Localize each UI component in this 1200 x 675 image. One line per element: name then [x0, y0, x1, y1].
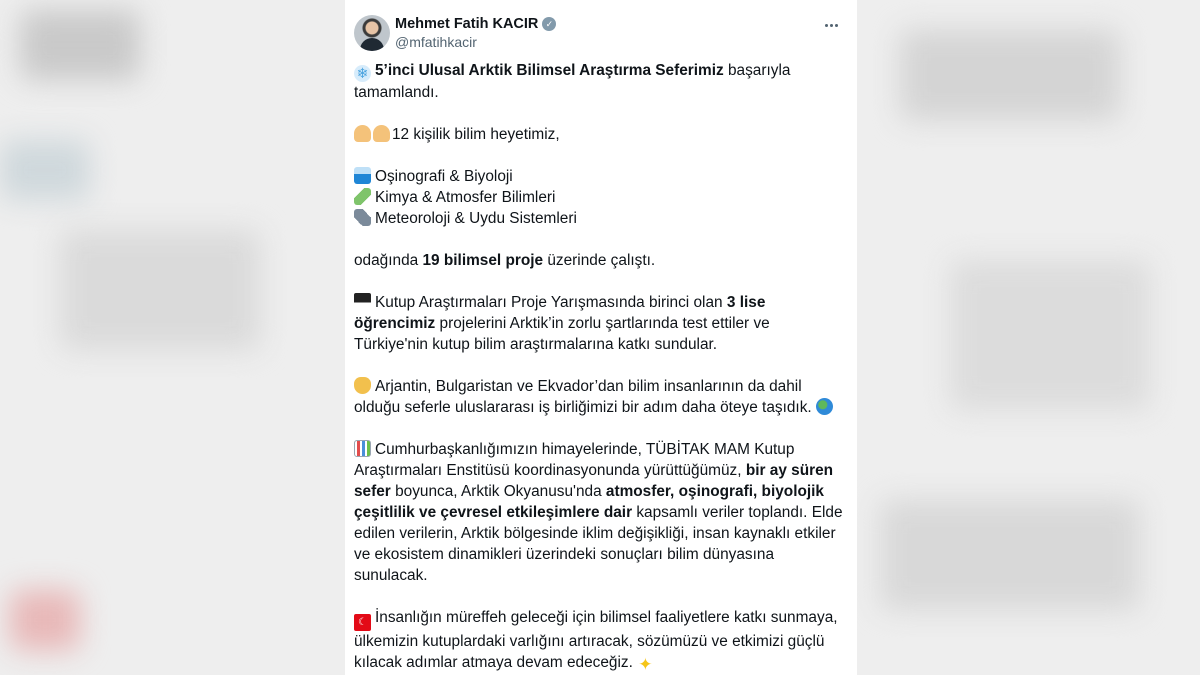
paragraph-1 — [354, 60, 845, 103]
paragraph-6 — [354, 376, 845, 418]
field-label: Kimya & Atmosfer Bilimleri — [375, 189, 556, 206]
graduation-cap-icon — [354, 293, 371, 310]
sparkles-icon: ✦ — [638, 655, 653, 674]
text-span: başarıyla tamamlandı. — [354, 62, 791, 101]
bold-text: atmosfer, oşinografi, biyolojik çeşitlilik ve çevresel etkileşimlere dair — [354, 483, 824, 521]
text-span: Cumhurbaşkanlığımızın himayelerinde, TÜBİTAK MAM Kutup Araştırmaları Enstitüsü koordinasyonunda yürüttüğümüz, — [354, 441, 795, 479]
background-blur — [950, 260, 1150, 410]
handshake-icon — [354, 377, 371, 394]
field-item — [354, 187, 845, 208]
text-span: odağında — [354, 252, 423, 269]
test-tube-icon — [354, 188, 371, 205]
paragraph-7 — [354, 439, 845, 586]
field-item — [354, 208, 845, 229]
avatar[interactable] — [354, 15, 390, 51]
globe-icon — [816, 398, 833, 415]
more-icon[interactable] — [819, 16, 843, 34]
field-item — [354, 166, 845, 187]
bar-chart-icon — [354, 440, 371, 457]
author-handle[interactable]: @mfatihkacir — [395, 34, 477, 50]
verified-icon: ✓ — [542, 17, 556, 31]
bold-text: 3 lise öğrencimiz — [354, 294, 766, 332]
bold-text: 19 bilimsel proje — [422, 252, 544, 269]
background-blur — [60, 230, 260, 350]
background-blur — [20, 10, 140, 80]
tweet-header — [354, 12, 845, 60]
tweet-text — [354, 60, 845, 673]
bold-text: 5’inci Ulusal Arktik Bilimsel Araştırma Seferimiz — [375, 62, 724, 79]
tweet-card — [345, 0, 857, 675]
scientist-icon — [373, 125, 390, 142]
wave-icon — [354, 167, 371, 184]
satellite-icon — [354, 209, 371, 226]
scientist-icon — [354, 125, 371, 142]
background-blur — [880, 500, 1140, 610]
author-name-row — [395, 15, 556, 33]
text-span: projelerini Arktik’in zorlu şartlarında test ettiler ve Türkiye'nin kutup bilim araştırmalarına katkı sundular. — [354, 315, 770, 353]
turkey-flag-icon: ☾ — [354, 614, 371, 631]
background-blur — [10, 590, 80, 650]
background-blur — [0, 140, 90, 200]
text-span: boyunca, Arktik Okyanusu'nda — [390, 483, 606, 500]
text-span: 12 kişilik bilim heyetimiz, — [392, 126, 560, 143]
field-label: Oşinografi & Biyoloji — [375, 168, 513, 185]
paragraph-5 — [354, 292, 845, 355]
text-span: üzerinde çalıştı. — [543, 252, 656, 269]
bold-text: bir ay süren sefer — [354, 462, 834, 500]
text-span: Kutup Araştırmaları Proje Yarışmasında birinci olan — [375, 294, 727, 311]
paragraph-8 — [354, 607, 845, 673]
field-label: Meteoroloji & Uydu Sistemleri — [375, 210, 577, 227]
text-span: Arjantin, Bulgaristan ve Ekvador’dan bilim insanlarının da dahil olduğu seferle uluslararası iş birliğimizi bir adım daha öteye taşıdık. — [354, 378, 812, 416]
paragraph-4 — [354, 250, 845, 271]
text-span: İnsanlığın müreffeh geleceği için bilimsel faaliyetlere katkı sunmaya, ülkemizin kutuplardaki varlığını artıracak, sözümüzü ve etkimizi güçlü kılacak adımlar atmaya devam edeceğiz. — [354, 609, 838, 671]
text-span: kapsamlı veriler toplandı. Elde edilen verilerin, Arktik bölgesinde iklim değişikliği, insan kaynaklı etkiler ve ekosistem dinamikleri üzerindeki sonuçları bilim dünyasına sunulacak. — [354, 504, 843, 584]
paragraph-2 — [354, 124, 845, 145]
snowflake-icon: ❄ — [354, 65, 371, 82]
author-name[interactable]: Mehmet Fatih KACIR — [395, 16, 539, 32]
background-blur — [900, 30, 1120, 120]
